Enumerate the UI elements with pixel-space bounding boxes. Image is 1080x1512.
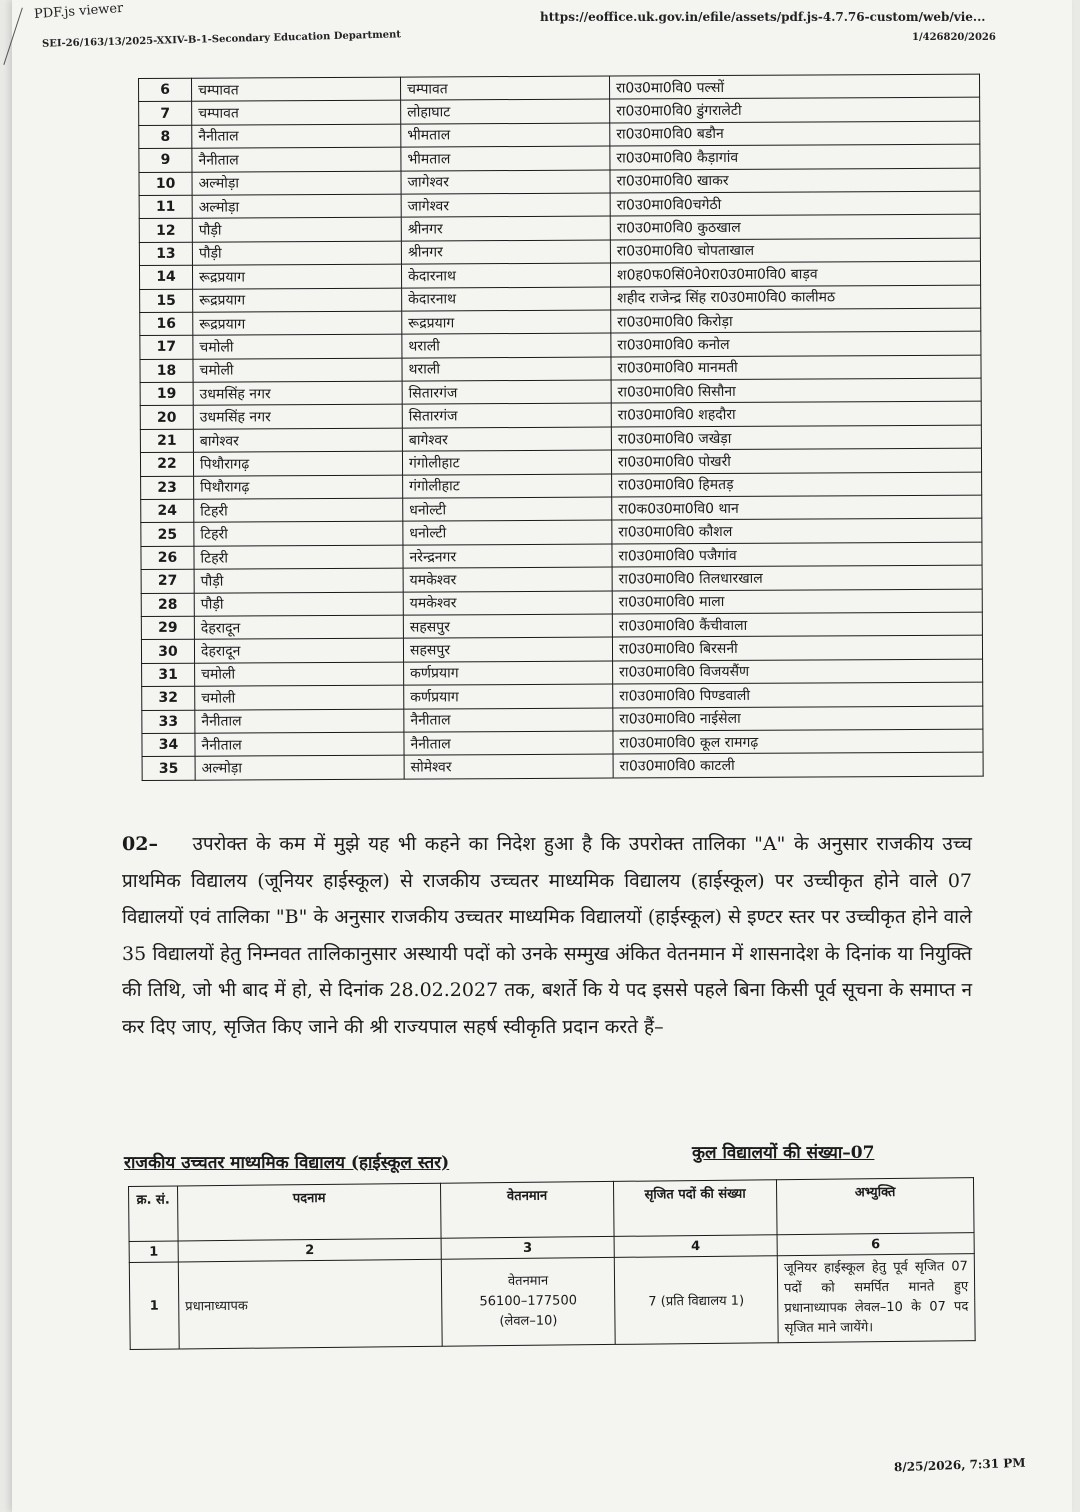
school-cell: रा0उ0मा0वि0 पिण्डवाली	[613, 682, 983, 707]
district-cell: उधमसिंह नगर	[193, 381, 402, 405]
serial-number: 12	[139, 219, 192, 243]
post-count: 7 (प्रति विद्यालय 1)	[614, 1256, 778, 1345]
colnum-3: 3	[441, 1236, 614, 1259]
block-cell: सोमेश्वर	[404, 754, 613, 778]
block-cell: लोहाघाट	[401, 99, 610, 123]
block-cell: यमकेश्वर	[403, 591, 612, 615]
block-cell: भीमताल	[401, 146, 610, 170]
block-cell: सहसपुर	[403, 637, 612, 661]
school-cell: रा0उ0मा0वि0 बिरसनी	[612, 635, 982, 660]
school-cell: श0ह0फ0सिं0ने0रा0उ0मा0वि0 बाड़व	[610, 261, 980, 286]
district-cell: टिहरी	[194, 498, 403, 522]
serial-number: 15	[140, 289, 193, 313]
district-cell: रूद्रप्रयाग	[193, 288, 402, 312]
block-cell: कर्णप्रयाग	[404, 684, 613, 708]
district-cell: चमोली	[193, 358, 402, 382]
district-cell: नैनीताल	[195, 709, 404, 733]
district-cell: टिहरी	[194, 545, 403, 569]
school-cell: रा0उ0मा0वि0 विजयसैंण	[613, 659, 983, 684]
district-cell: चमोली	[195, 685, 404, 709]
school-cell: रा0उ0मा0वि0 नाईसेला	[613, 706, 983, 731]
school-cell: रा0उ0मा0वि0 पोखरी	[611, 448, 981, 473]
serial-number: 22	[140, 452, 193, 476]
school-cell: रा0उ0मा0वि0 हिमतड़	[612, 472, 982, 497]
block-cell: रूद्रप्रयाग	[402, 310, 611, 334]
serial-number: 11	[139, 195, 192, 219]
scale-value: 56100–177500	[479, 1293, 578, 1310]
block-cell: जागेश्वर	[401, 193, 610, 217]
block-cell: नैनीताल	[404, 731, 613, 755]
school-cell: रा0उ0मा0वि0 माला	[612, 589, 982, 614]
district-cell: पौड़ी	[192, 241, 401, 265]
header-remarks: अभ्युक्ति	[776, 1178, 974, 1235]
school-cell: रा0उ0मा0वि0 बडौन	[610, 121, 980, 146]
district-cell: अल्मोड़ा	[195, 755, 404, 779]
district-cell: पिथौरागढ़	[194, 475, 403, 499]
block-cell: थराली	[402, 333, 611, 357]
block-cell: धनोल्टी	[403, 520, 612, 544]
block-cell: भीमताल	[401, 123, 610, 147]
serial-number: 24	[141, 499, 194, 523]
district-cell: बागेश्वर	[193, 428, 402, 452]
school-count: कुल विद्यालयों की संख्या–07	[692, 1143, 875, 1163]
colnum-4: 4	[614, 1235, 777, 1258]
page-url: https://eoffice.uk.gov.in/efile/assets/pdf.js-4.7.76-custom/web/vie...	[540, 10, 986, 24]
post-sn: 1	[129, 1262, 179, 1350]
block-cell: गंगोलीहाट	[402, 450, 611, 474]
serial-number: 14	[139, 265, 192, 289]
school-cell: रा0उ0मा0वि0 काटली	[613, 752, 983, 777]
school-cell: रा0उ0मा0वि0 किरोड़ा	[611, 308, 981, 333]
serial-number: 25	[141, 523, 194, 547]
school-cell: रा0उ0मा0वि0 चोपताखाल	[610, 238, 980, 263]
school-cell: शहीद राजेन्द्र सिंह रा0उ0मा0वि0 कालीमठ	[611, 285, 981, 310]
district-cell: नैनीताल	[192, 124, 401, 148]
serial-number: 6	[139, 78, 192, 102]
school-cell: रा0उ0मा0वि0 कूल रामगढ़	[613, 729, 983, 754]
post-name: प्रधानाध्यापक	[178, 1259, 442, 1349]
school-cell: रा0उ0मा0वि0 पल्सों	[609, 74, 979, 99]
block-cell: नैनीताल	[404, 708, 613, 732]
document-page	[12, 0, 1072, 1512]
school-cell: रा0उ0मा0वि0 कुठखाल	[610, 214, 980, 239]
district-cell: नैनीताल	[195, 732, 404, 756]
header-sn: क्र. सं.	[129, 1186, 179, 1242]
district-cell: देहरादून	[194, 638, 403, 662]
school-cell: रा0उ0मा0वि0 डुंगरालेटी	[610, 97, 980, 122]
serial-number: 7	[139, 102, 192, 126]
district-cell: अल्मोड़ा	[192, 194, 401, 218]
serial-number: 16	[140, 312, 193, 336]
header-post: पदनाम	[178, 1183, 442, 1241]
school-cell: रा0उ0मा0वि0 पजैगांव	[612, 542, 982, 567]
order-paragraph	[122, 826, 972, 1045]
school-cell: रा0उ0मा0वि0 मानमती	[611, 355, 981, 380]
serial-number: 20	[140, 406, 193, 430]
district-cell: चमोली	[195, 662, 404, 686]
school-cell: रा0उ0मा0वि0 खाकर	[610, 168, 980, 193]
serial-number: 28	[141, 593, 194, 617]
block-cell: सहसपुर	[403, 614, 612, 638]
posts-table	[128, 1177, 976, 1350]
block-cell: नरेन्द्रनगर	[403, 544, 612, 568]
serial-number: 17	[140, 336, 193, 360]
block-cell: धनोल्टी	[403, 497, 612, 521]
serial-number: 33	[142, 710, 195, 734]
school-cell: रा0उ0मा0वि0 कैंचीवाला	[612, 612, 982, 637]
district-cell: देहरादून	[194, 615, 403, 639]
block-cell: केदारनाथ	[401, 263, 610, 287]
block-cell: श्रीनगर	[401, 240, 610, 264]
serial-number: 10	[139, 172, 192, 196]
block-cell: गंगोलीहाट	[403, 474, 612, 498]
district-cell: पौड़ी	[194, 592, 403, 616]
school-cell: रा0उ0मा0वि0 शहदौरा	[611, 402, 981, 427]
serial-number: 8	[139, 125, 192, 149]
serial-number: 21	[140, 429, 193, 453]
posts-section-title: राजकीय उच्चतर माध्यमिक विद्यालय (हाईस्कूल स्तर)	[124, 1153, 450, 1173]
serial-number: 27	[141, 569, 194, 593]
serial-number: 9	[139, 148, 192, 172]
table-row	[142, 752, 983, 780]
colnum-6: 6	[777, 1233, 974, 1256]
posts-data-row	[129, 1254, 975, 1350]
district-cell: उधमसिंह नगर	[193, 405, 402, 429]
post-remarks: जूनियर हाईस्कूल हेतु पूर्व सृजित 07 पदों को समर्पित मानते हुए प्रधानाध्यापक लेवल–10 के 07 पद सृजित माने जायेंगे।	[777, 1254, 975, 1343]
post-scale	[441, 1257, 615, 1346]
serial-number: 30	[141, 640, 194, 664]
school-cell: रा0क0उ0मा0वि0 थान	[612, 495, 982, 520]
block-cell: थराली	[402, 357, 611, 381]
block-cell: सितारगंज	[402, 403, 611, 427]
serial-number: 23	[141, 476, 194, 500]
block-cell: सितारगंज	[402, 380, 611, 404]
posts-header-row	[129, 1178, 975, 1242]
page-reference: 1/426820/2026	[912, 32, 996, 43]
paragraph-number: 02–	[122, 833, 158, 855]
school-cell: रा0उ0मा0वि0 कैड़ागांव	[610, 144, 980, 169]
school-cell: रा0उ0मा0वि0 सिसौना	[611, 378, 981, 403]
serial-number: 19	[140, 382, 193, 406]
district-cell: चम्पावत	[192, 77, 401, 101]
serial-number: 29	[141, 616, 194, 640]
district-cell: पिथौरागढ़	[193, 451, 402, 475]
district-cell: पौड़ी	[194, 568, 403, 592]
block-cell: जागेश्वर	[401, 170, 610, 194]
colnum-2: 2	[178, 1238, 441, 1262]
school-cell: रा0उ0मा0वि0 तिलधारखाल	[612, 565, 982, 590]
block-cell: चम्पावत	[400, 76, 609, 100]
serial-number: 34	[142, 733, 195, 757]
serial-number: 18	[140, 359, 193, 383]
header-scale: वेतनमान	[440, 1181, 614, 1238]
colnum-1: 1	[129, 1241, 178, 1263]
block-cell: बागेश्वर	[402, 427, 611, 451]
school-list-table	[138, 74, 984, 781]
school-cell: रा0उ0मा0वि0 जखेड़ा	[611, 425, 981, 450]
district-cell: पौड़ी	[192, 217, 401, 241]
district-cell: चम्पावत	[192, 101, 401, 125]
paragraph-text: उपरोक्त के कम में मुझे यह भी कहने का निदेश हुआ है कि उपरोक्त तालिका "A" के अनुसार राजकीय उच्च प्राथमिक विद्यालय (जूनियर हाईस्कूल) से राजकीय उच्चतर माध्यमिक विद्यालय (हाईस्कूल) पर उच्चीकृत होने वाले 07 विद्यालयों एवं तालिका "B" के अनुसार राजकीय उच्चतर माध्यमिक विद्यालयों (हाईस्कूल) से इण्टर स्तर पर उच्चीकृत होने वाले 35 विद्यालयों हेतु निम्नवत तालिकानुसार अस्थायी पदों को उनके सम्मुख अंकित वेतनमान में शासनादेश के दिनांक या नियुक्ति की तिथि, जो भी बाद में हो, से दिनांक 28.02.2027 तक, बशर्ते कि ये पद इससे पहले बिना किसी पूर्व सूचना के समाप्त न कर दिए जाए, सृजित किए जाने की श्री राज्यपाल सहर्ष स्वीकृति प्रदान करते हैं–	[122, 833, 972, 1038]
serial-number: 31	[142, 663, 195, 687]
district-cell: रूद्रप्रयाग	[193, 311, 402, 335]
serial-number: 26	[141, 546, 194, 570]
serial-number: 32	[142, 686, 195, 710]
block-cell: केदारनाथ	[402, 287, 611, 311]
print-timestamp: 8/25/2026, 7:31 PM	[893, 1455, 1026, 1475]
serial-number: 13	[139, 242, 192, 266]
scale-level: (लेवल–10)	[499, 1313, 558, 1330]
district-cell: टिहरी	[194, 522, 403, 546]
district-cell: नैनीताल	[192, 147, 401, 171]
scale-label: वेतनमान	[507, 1273, 549, 1290]
district-cell: चमोली	[193, 334, 402, 358]
block-cell: कर्णप्रयाग	[404, 661, 613, 685]
serial-number: 35	[142, 757, 195, 781]
header-count: सृजित पदों की संख्या	[613, 1180, 777, 1237]
district-cell: रूद्रप्रयाग	[192, 264, 401, 288]
block-cell: श्रीनगर	[401, 216, 610, 240]
school-cell: रा0उ0मा0वि0 कौशल	[612, 519, 982, 544]
school-cell: रा0उ0मा0वि0चगेठी	[610, 191, 980, 216]
viewer-title: PDF.js viewer	[33, 0, 124, 23]
district-cell: अल्मोड़ा	[192, 171, 401, 195]
school-cell: रा0उ0मा0वि0 कनोल	[611, 331, 981, 356]
file-reference: SEI-26/163/13/2025-XXIV-B-1-Secondary Education Department	[41, 29, 402, 50]
block-cell: यमकेश्वर	[403, 567, 612, 591]
